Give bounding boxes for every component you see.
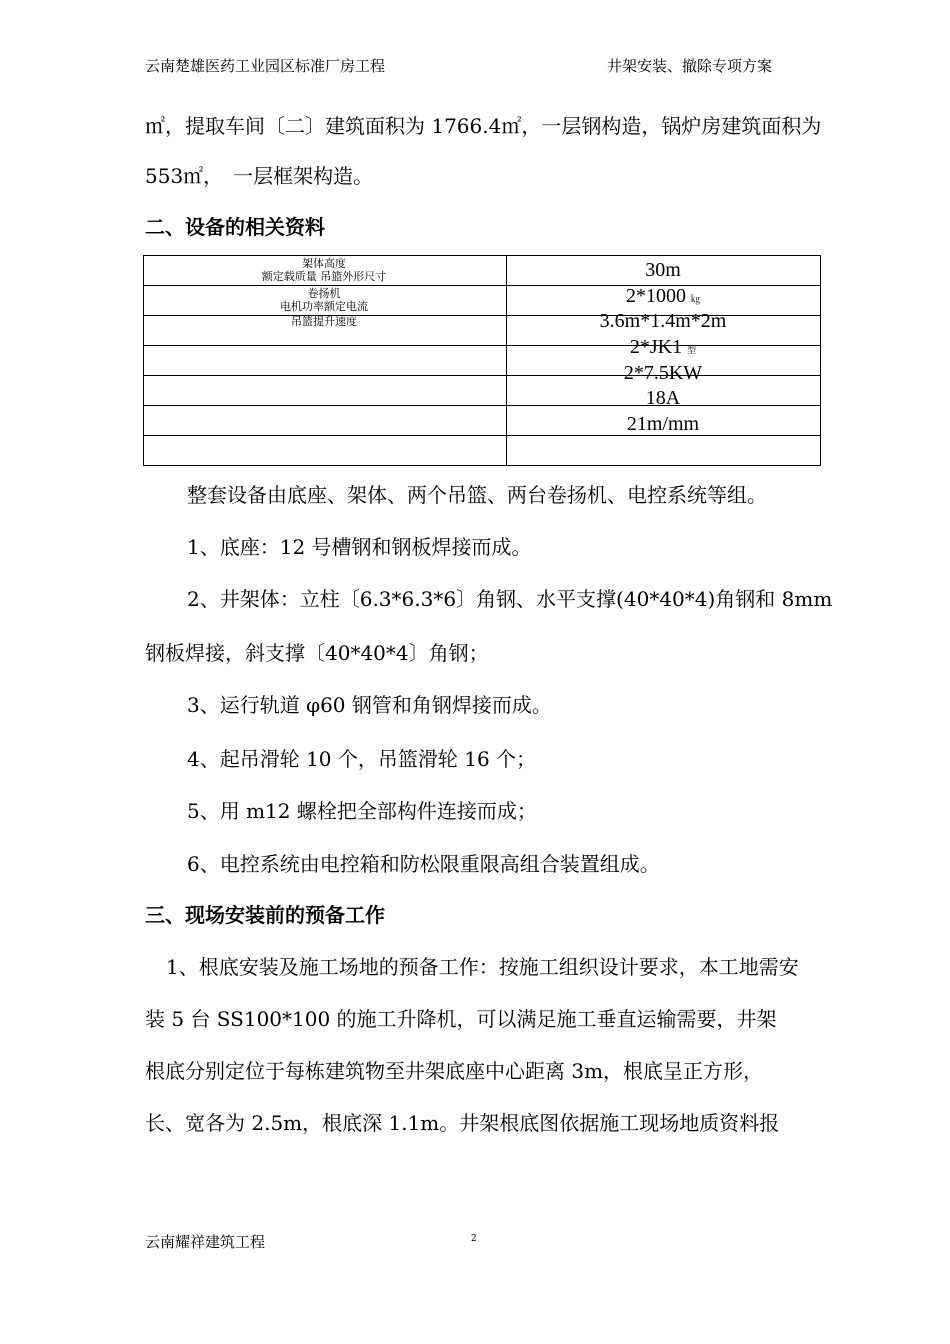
- table-value: 2*1000 ㎏: [625, 285, 700, 307]
- table-value: 2*JK1 型: [629, 336, 697, 358]
- section-2-title: 二、设备的相关资料: [145, 215, 325, 239]
- paragraph: 2、井架体：立柱〔6.3*6.3*6〕角钢、水平支撑(40*40*4)角钢和 8mm: [187, 587, 833, 611]
- table-row: [144, 436, 821, 466]
- paragraph: 3、运行轨道 φ60 钢管和角钢焊接而成。: [187, 693, 552, 717]
- footer-company: 云南耀祥建筑工程: [145, 1233, 266, 1251]
- paragraph: 装 5 台 SS100*100 的施工升降机，可以满足施工垂直运输需要，井架: [145, 1007, 777, 1031]
- paragraph: 长、宽各为 2.5m，根底深 1.1m。井架根底图依据施工现场地质资料报: [145, 1111, 780, 1135]
- intro-line-1: ㎡，提取车间〔二〕建筑面积为 1766.4㎡，一层钢构造，锅炉房建筑面积为: [145, 114, 822, 138]
- table-label: 额定载质量 吊篮外形尺寸: [261, 270, 387, 283]
- paragraph: 整套设备由底座、架体、两个吊篮、两台卷扬机、电控系统等组。: [187, 483, 767, 507]
- header-right: 井架安装、撤除专项方案: [607, 57, 773, 75]
- section-3-title: 三、现场安装前的预备工作: [145, 903, 385, 927]
- table-label: 电机功率额定电流: [280, 300, 368, 313]
- table-value: 3.6m*1.4m*2m: [599, 310, 727, 332]
- paragraph: 1、根底安装及施工场地的预备工作：按施工组织设计要求，本工地需安: [166, 955, 799, 979]
- table-label: 吊篮提升速度: [291, 315, 357, 328]
- paragraph: 钢板焊接，斜支撑〔40*40*4〕角钢；: [145, 641, 489, 665]
- intro-line-2: 553㎡， 一层框架构造。: [145, 164, 374, 188]
- page-number: 2: [471, 1234, 477, 1244]
- table-label: 卷扬机: [307, 287, 341, 300]
- paragraph: 1、底座：12 号槽钢和钢板焊接而成。: [187, 535, 532, 559]
- paragraph: 根底分别定位于每栋建筑物至井架底座中心距离 3m，根底呈正方形，: [145, 1059, 764, 1083]
- paragraph: 5、用 m12 螺栓把全部构件连接而成；: [187, 799, 537, 823]
- table-value: 30m: [645, 259, 681, 281]
- paragraph: 6、电控系统由电控箱和防松限重限高组合装置组成。: [187, 852, 660, 876]
- table-value: 21m/mm: [626, 413, 700, 435]
- paragraph: 4、起吊滑轮 10 个，吊篮滑轮 16 个；: [187, 747, 537, 771]
- header-left: 云南楚雄医药工业园区标准厂房工程: [145, 57, 386, 75]
- table-value: 18A: [645, 387, 681, 409]
- table-value: 2*7.5KW: [623, 362, 703, 384]
- table-label: 架体高度: [302, 257, 346, 270]
